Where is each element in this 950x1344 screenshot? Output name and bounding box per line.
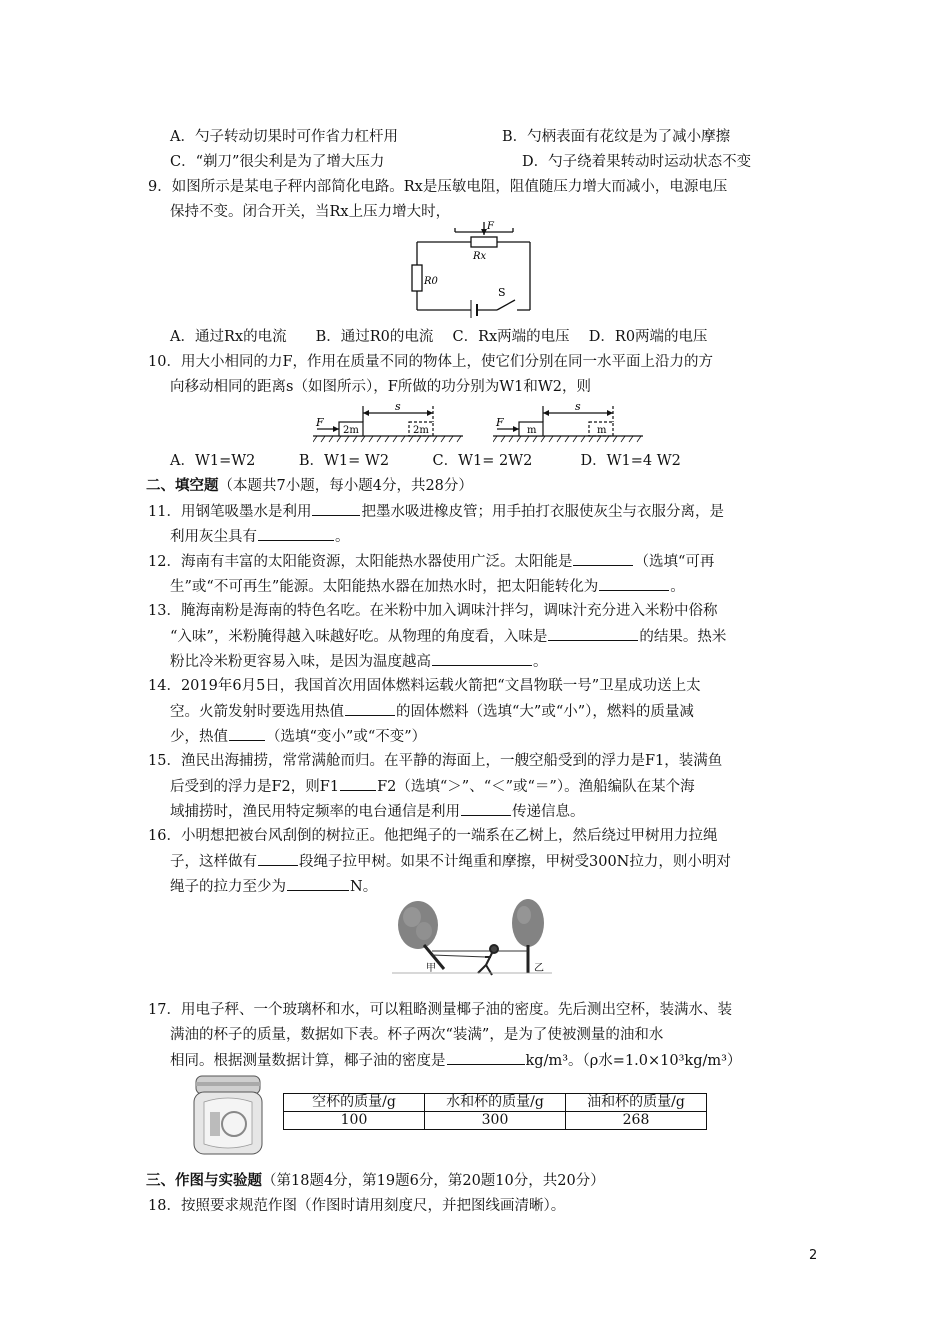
q14-text-d: （选填“变小”或“不变”）: [266, 729, 427, 745]
q16-line1: 16．小明想把被台风刮倒的树拉正。他把绳子的一端系在乙树上，然后绕过甲树用力拉绳: [148, 828, 718, 844]
header-water-cup: 水和杯的质量/g: [425, 1094, 566, 1112]
q10-options: A．W1=W2 B．W1= W2 C．W1= 2W2 D．W1=4 W2: [170, 453, 681, 469]
q17-line2: 满油的杯子的质量，数据如下表。杯子两次“装满”，是为了使被测量的油和水: [170, 1027, 664, 1043]
mass-label-2m: 2m: [343, 425, 359, 436]
f-label-2: F: [496, 416, 504, 429]
q16-blank-2[interactable]: [287, 876, 349, 891]
f-label-1: F: [316, 416, 324, 429]
q17-line1: 17．用电子秤、一个玻璃杯和水，可以粗略测量椰子油的密度。先后测出空杯，装满水、装: [148, 1002, 732, 1018]
q9-stem-line1: 9．如图所示是某电子秤内部简化电路。Rx是压敏电阻，阻值随压力增大而减小，电源电压: [148, 179, 728, 195]
value-empty-cup: 100: [284, 1112, 425, 1130]
section2-title: 二、填空题: [146, 478, 219, 494]
mass-label-m-moved: m: [597, 425, 607, 436]
q13-text-a: “入味”，米粉腌得越入味越好吃。从物理的角度看，入味是: [170, 629, 548, 645]
q13-blank-1[interactable]: [548, 626, 638, 641]
section2-heading: [146, 476, 473, 496]
section3-title: 三、作图与实验题: [146, 1173, 262, 1189]
tree-jia-icon: [398, 901, 444, 969]
mass-data-table: [283, 1093, 707, 1130]
q9-options: A．通过Rx的电流 B．通过R0的电流 C．Rx两端的电压 D．R0两端的电压: [170, 329, 708, 345]
q12-blank-2[interactable]: [599, 576, 669, 591]
rx-label: Rx: [473, 251, 487, 262]
person-pulling-icon: [478, 945, 498, 975]
tree-yi-icon: [512, 899, 544, 973]
q11-text-c: 利用灰尘具有: [170, 529, 257, 545]
q10-stem-line1: 10．用大小相同的力F，作用在质量不同的物体上，使它们分别在同一水平面上沿力的方: [148, 354, 714, 370]
mass-label-2m-moved: 2m: [413, 425, 429, 436]
q13-text-d: 。: [533, 654, 548, 670]
label-jia: 甲: [426, 963, 436, 974]
q14-line2: [170, 701, 694, 722]
q12-text-b: （选填“可再: [634, 554, 715, 570]
q11-text-a: 11．用钢笔吸墨水是利用: [148, 504, 312, 520]
section3-heading: [146, 1171, 605, 1191]
q16-text-a: 子，这样做有: [170, 854, 257, 870]
r0-label: R0: [424, 276, 438, 287]
q13-blank-2[interactable]: [432, 651, 532, 666]
q15-line2: [170, 776, 695, 797]
q13-line2: [170, 626, 726, 647]
value-oil-cup: 268: [566, 1112, 707, 1130]
q16-line2: [170, 851, 731, 872]
q13-text-b: 的结果。热米: [639, 629, 727, 645]
work-diagram-2m: [313, 402, 463, 446]
s-label-2: s: [575, 402, 581, 413]
q17-blank-1[interactable]: [447, 1050, 525, 1065]
q14-line3: [170, 726, 426, 747]
header-oil-cup: 油和杯的质量/g: [566, 1094, 707, 1112]
label-yi: 乙: [534, 963, 544, 974]
q14-blank-2[interactable]: [229, 726, 265, 741]
q13-line3: [170, 651, 548, 672]
q15-line3: [170, 801, 585, 822]
q11-blank-2[interactable]: [258, 526, 334, 541]
q12-line2: [170, 576, 685, 597]
q15-blank-1[interactable]: [340, 776, 376, 791]
q8-option-a: A．勺子转动切果时可作省力杠杆用: [170, 129, 398, 145]
q12-text-c: 生”或“不可再生”能源。太阳能热水器在加热水时，把太阳能转化为: [170, 579, 599, 595]
tree-pulling-figure: [392, 897, 552, 983]
q16-text-c: 绳子的拉力至少为: [170, 879, 286, 895]
q16-blank-1[interactable]: [258, 851, 298, 866]
q10-stem-line2: 向移动相同的距离s（如图所示），F所做的功分别为W1和W2，则: [170, 379, 592, 395]
q8-option-c: C．“剃刀”很尖利是为了增大压力: [170, 154, 385, 170]
work-diagram-m: [493, 402, 643, 446]
table-header-row: [284, 1094, 707, 1112]
q12-text-d: 。: [670, 579, 685, 595]
section2-note: （本题共7小题，每小题4分，共28分）: [218, 478, 473, 494]
q11-text-d: 。: [335, 529, 350, 545]
q9-stem-line2: 保持不变。闭合开关，当Rx上压力增大时，: [170, 204, 451, 220]
switch-label: S: [498, 286, 506, 299]
q14-text-a: 空。火箭发射时要选用热值: [170, 704, 344, 720]
q13-line1: 13．腌海南粉是海南的特色名吃。在米粉中加入调味汁拌匀，调味汁充分进入米粉中俗称: [148, 603, 718, 619]
q17-line3: [170, 1050, 741, 1071]
q15-text-c: 域捕捞时，渔民用特定频率的电台通信是利用: [170, 804, 460, 820]
q18-line1: 18．按照要求规范作图（作图时请用刻度尺，并把图线画清晰）。: [148, 1198, 566, 1214]
page-number: 2: [809, 1248, 818, 1263]
q11-line2: [170, 526, 350, 547]
q11-line1: [148, 501, 724, 522]
header-empty-cup: 空杯的质量/g: [284, 1094, 425, 1112]
q15-blank-2[interactable]: [461, 801, 511, 816]
section3-note: （第18题4分，第19题6分，第20题10分，共20分）: [262, 1173, 605, 1189]
q17-text-b: kg/m³。（ρ水=1.0×10³kg/m³）: [525, 1053, 742, 1069]
q11-blank-1[interactable]: [312, 501, 360, 516]
table-row: [284, 1112, 707, 1130]
s-label-1: s: [395, 402, 401, 413]
q14-line1: 14．2019年6月5日，我国首次用固体燃料运载火箭把“文昌物联一号”卫星成功送上太: [148, 678, 701, 694]
coconut-oil-jar-image: [190, 1072, 266, 1158]
value-water-cup: 300: [425, 1112, 566, 1130]
q15-text-b: F2（选填“＞”、“＜”或“＝”）。渔船编队在某个海: [377, 779, 695, 795]
q12-line1: [148, 551, 714, 572]
q15-line1: 15．渔民出海捕捞，常常满舱而归。在平静的海面上，一艘空船受到的浮力是F1，装满鱼: [148, 753, 723, 769]
q14-blank-1[interactable]: [345, 701, 395, 716]
q16-line3: [170, 876, 377, 897]
q12-text-a: 12．海南有丰富的太阳能资源，太阳能热水器使用广泛。太阳能是: [148, 554, 573, 570]
q17-text-a: 相同。根据测量数据计算，椰子油的密度是: [170, 1053, 446, 1069]
q14-text-c: 少，热值: [170, 729, 228, 745]
circuit-diagram: [405, 220, 535, 318]
q8-option-d: D．勺子绕着果转动时运动状态不变: [522, 154, 752, 170]
q15-text-a: 后受到的浮力是F2，则F1: [170, 779, 340, 795]
q11-text-b: 把墨水吸进橡皮管；用手拍打衣服使灰尘与衣服分离，是: [361, 504, 724, 520]
q8-option-b: B．勺柄表面有花纹是为了减小摩擦: [502, 129, 731, 145]
q14-text-b: 的固体燃料（选填“大”或“小”），燃料的质量减: [396, 704, 694, 720]
q16-text-d: N。: [350, 879, 378, 895]
q15-text-d: 传递信息。: [512, 804, 585, 820]
q13-text-c: 粉比冷米粉更容易入味，是因为温度越高: [170, 654, 431, 670]
force-label-f: F: [487, 221, 494, 232]
q12-blank-1[interactable]: [573, 551, 633, 566]
mass-label-m: m: [527, 425, 537, 436]
q16-text-b: 段绳子拉甲树。如果不计绳重和摩擦，甲树受300N拉力，则小明对: [299, 854, 731, 870]
